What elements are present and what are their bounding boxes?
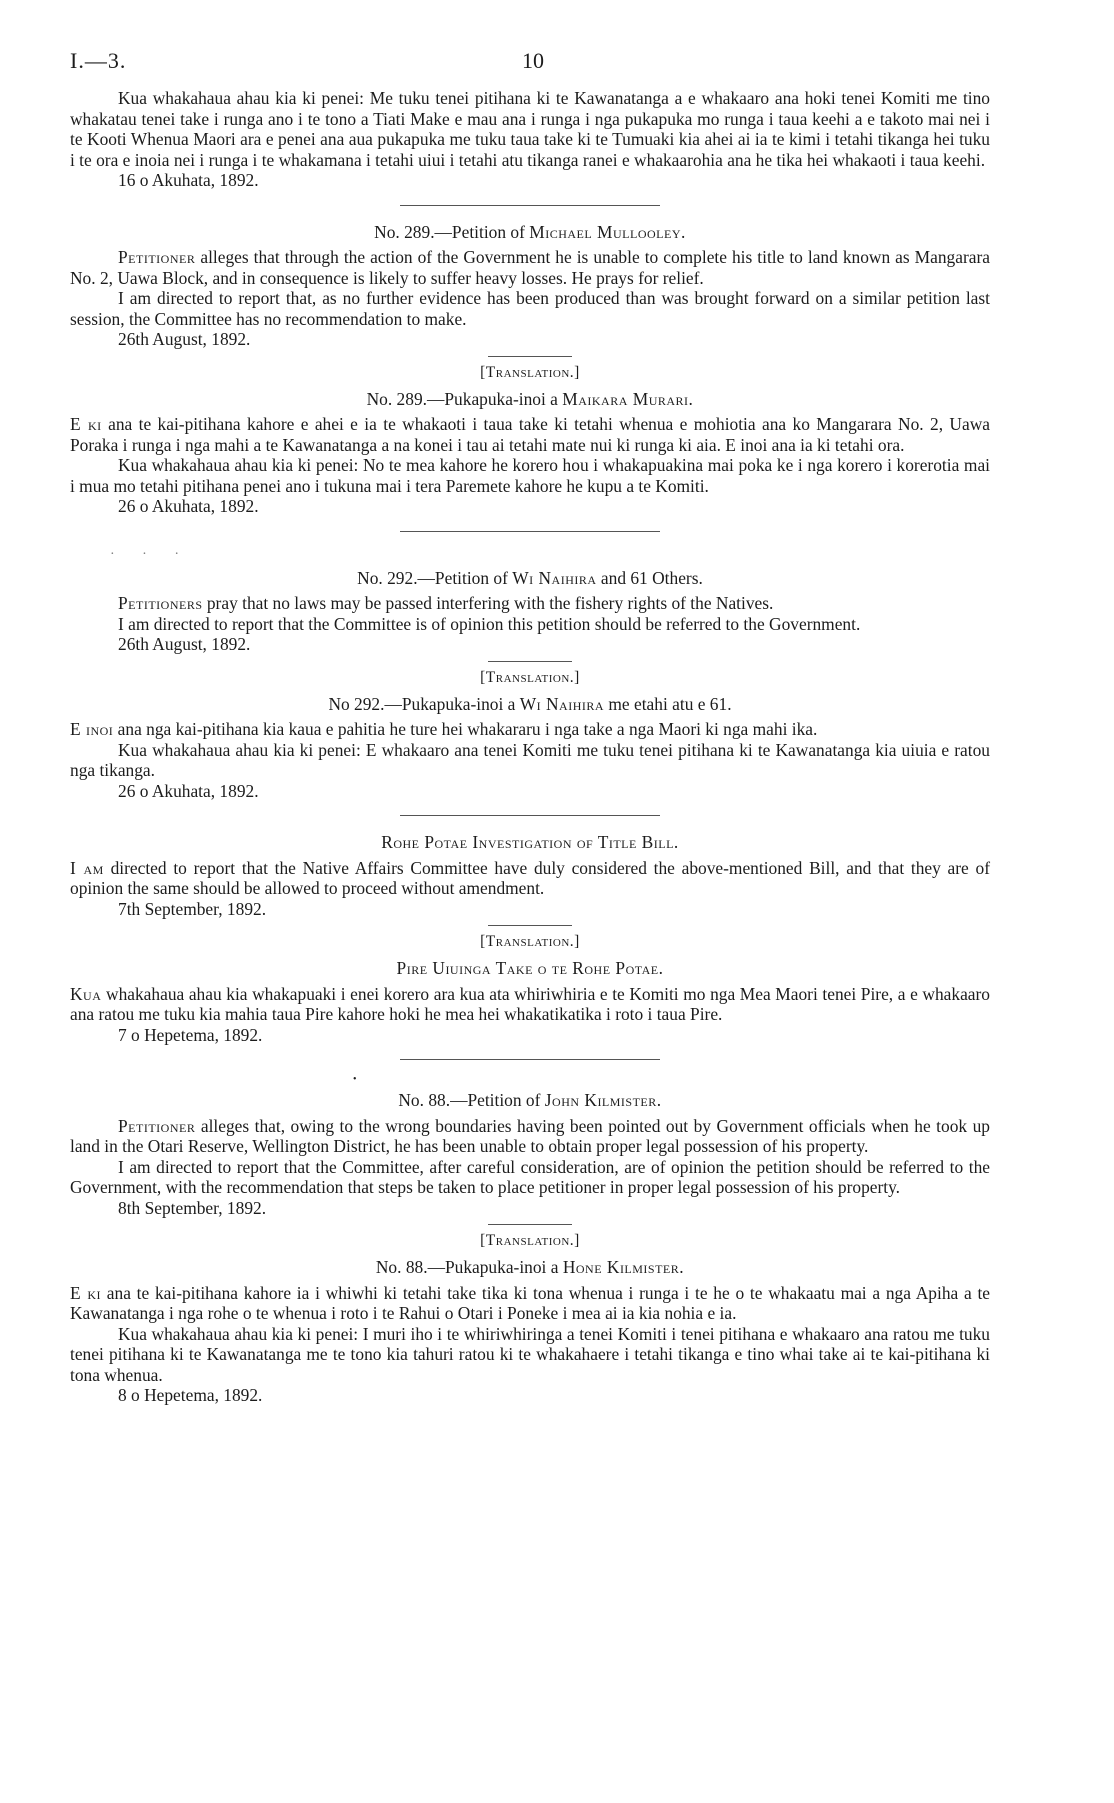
date-line: 26 o Akuhata, 1892.	[118, 780, 259, 801]
petitioner-name: Maikara Murari.	[562, 388, 694, 409]
short-divider	[488, 661, 572, 662]
section-heading: Rohe Potae Investigation of Title Bill.	[381, 832, 679, 852]
parliamentary-paper-reference: I.—3.	[70, 48, 127, 73]
translation-label: [Translation.]	[480, 1232, 580, 1249]
paragraph: Kua whakahaua ahau kia ki penei: Me tuku tenei pitihana ki te Kawanatanga a e whakaaro ana hoki tenei Komiti me tino whakatau tenei take i runga ano i te tono a Tiati Make e mau ana i runga i nga pukapuka mo runga i taua keehi a e takoto mai nei i te Kooti Whenua Maori ara e penei ana aua pukapuka me tuku taua take ki te Tumuaki kia ahei ai ia te kimi i tetahi tikanga hei tuku i te ora e inoia nei i runga i te whakamana i tetahi uiui i tetahi atu tikanga ranei e whakaarohia ana he tika hei whakaoti i taua keehi.	[70, 88, 990, 170]
petitioner-name: Wi Naihira	[512, 567, 597, 588]
section-heading: No. 88.—Petition of John Kilmister.	[398, 1090, 662, 1110]
section-divider	[400, 1059, 660, 1060]
paragraph: Petitioner alleges that through the action of the Government he is unable to complete his title to land known as Mangarara No. 2, Uawa Block, and in consequence is likely to suffer heavy losses. He prays for relief.	[70, 247, 990, 288]
document-page	[70, 48, 990, 1406]
petitioner-name: Michael Mullooley.	[529, 221, 686, 242]
stray-mark: •	[353, 1074, 357, 1085]
date-line: 8th September, 1892.	[118, 1197, 267, 1218]
section-divider	[400, 531, 660, 532]
paragraph: Petitioners pray that no laws may be passed interfering with the fishery rights of the Natives.	[118, 593, 774, 613]
translation-label: [Translation.]	[480, 363, 580, 381]
translation-label: [Translation.]	[480, 668, 580, 686]
section-heading: No 292.—Pukapuka-inoi a Wi Naihira me etahi atu e 61.	[328, 693, 732, 714]
short-divider	[488, 356, 572, 357]
paragraph: I am directed to report that the Committee, after careful consideration, are of opinion the petition should be referred to the Government, with the recommendation that steps be taken to place petitioner in proper legal possession of his property.	[70, 1156, 990, 1197]
short-divider	[488, 1224, 572, 1225]
date-line: 7 o Hepetema, 1892.	[118, 1024, 263, 1045]
section-heading: Pire Uiuinga Take o te Rohe Potae.	[396, 958, 664, 978]
page-header	[70, 48, 990, 88]
section-heading: No. 289.—Petition of Michael Mullooley.	[374, 221, 686, 242]
paragraph: I am directed to report that, as no further evidence has been produced than was brought forward on a similar petition last session, the Committee has no recommendation to make.	[70, 288, 990, 329]
paragraph: I am directed to report that the Native Affairs Committee have duly considered the above-mentioned Bill, and that they are of opinion the same should be allowed to proceed without amendment.	[70, 857, 990, 898]
paragraph: Kua whakahaua ahau kia ki penei: I muri iho i te whiriwhiringa a tenei Komiti i tenei pitihana e whakaaro ana ratou me tuku tenei pitihana ki te Kawanatanga me te tono kia tahuri ratou ki te whakahaere i tetahi tikanga e tino whai take ai te kai-pitihana ki tona whenua.	[70, 1323, 990, 1385]
petitioner-name: Wi Naihira	[519, 693, 605, 714]
paragraph: E inoi ana nga kai-pitihana kia kaua e pahitia he ture hei whakararu i nga take a nga Maori ki nga mahi ika.	[70, 719, 818, 739]
paragraph: Kua whakahaua ahau kia ki penei: E whakaaro ana tenei Komiti me tuku tenei pitihana ki te Kawanatanga kia uiuia e ratou nga tikanga.	[70, 739, 990, 780]
page-number: 10	[522, 48, 544, 73]
section-divider	[400, 205, 660, 206]
paragraph: I am directed to report that the Committee is of opinion this petition should be referred to the Government.	[118, 613, 861, 634]
section-heading: No. 292.—Petition of Wi Naihira and 61 Others.	[357, 567, 703, 588]
short-divider	[488, 925, 572, 926]
section-divider	[400, 815, 660, 816]
date-line: 26th August, 1892.	[118, 634, 251, 654]
petitioner-name: John Kilmister.	[544, 1090, 662, 1110]
paragraph: E ki ana te kai-pitihana kahore ia i whiwhi ki tetahi take tika ki tona whenua i runga i te he o te whakaatu mai a nga Apiha a te Kawanatanga i nga rohe o te whenua i roto i te Rahui o Otari i Poneke i mea ai ia kia nohia e ia.	[70, 1282, 990, 1323]
section-heading: No. 289.—Pukapuka-inoi a Maikara Murari.	[366, 388, 694, 409]
translation-label: [Translation.]	[480, 933, 580, 950]
section-heading: No. 88.—Pukapuka-inoi a Hone Kilmister.	[375, 1257, 685, 1277]
date-line: 16 o Akuhata, 1892.	[118, 170, 259, 190]
paragraph: Kua whakahaua ahau kia ki penei: No te mea kahore he korero hou i whakapuakina mai poka ke i nga korero i korerotia mai i mua mo tetahi pitihana penei ano i tukuna mai i tera Paremete kahore he kupu a te Komiti.	[70, 455, 990, 496]
date-line: 7th September, 1892.	[118, 898, 267, 919]
petitioner-name: Hone Kilmister.	[562, 1257, 685, 1277]
paragraph: Petitioner alleges that, owing to the wrong boundaries having been pointed out by Government officials when he took up land in the Otari Reserve, Wellington District, he has been unable to obtain proper legal possession of his property.	[70, 1115, 990, 1156]
date-line: 26th August, 1892.	[118, 329, 251, 349]
stray-marks: · · ·	[110, 546, 191, 562]
paragraph: E ki ana te kai-pitihana kahore e ahei e ia te whakaoti i taua take ki tetahi whenua e mohiotia ana ko Mangarara No. 2, Uawa Poraka i runga i nga mahi a te Kawanatanga a na konei i tau ai tetahi mate nui ki runga ki aia. E inoi ana ia ki tetahi ora.	[70, 414, 990, 455]
paragraph: Kua whakahaua ahau kia whakapuaki i enei korero ara kua ata whiriwhiria e te Komiti mo nga Mea Maori tenei Pire, a e whakaaro ana ratou me tuku kia mahia taua Pire kahore hoki he mea hei whakatikatika i roto i taua Pire.	[70, 983, 990, 1024]
date-line: 8 o Hepetema, 1892.	[118, 1385, 263, 1405]
date-line: 26 o Akuhata, 1892.	[118, 496, 259, 516]
